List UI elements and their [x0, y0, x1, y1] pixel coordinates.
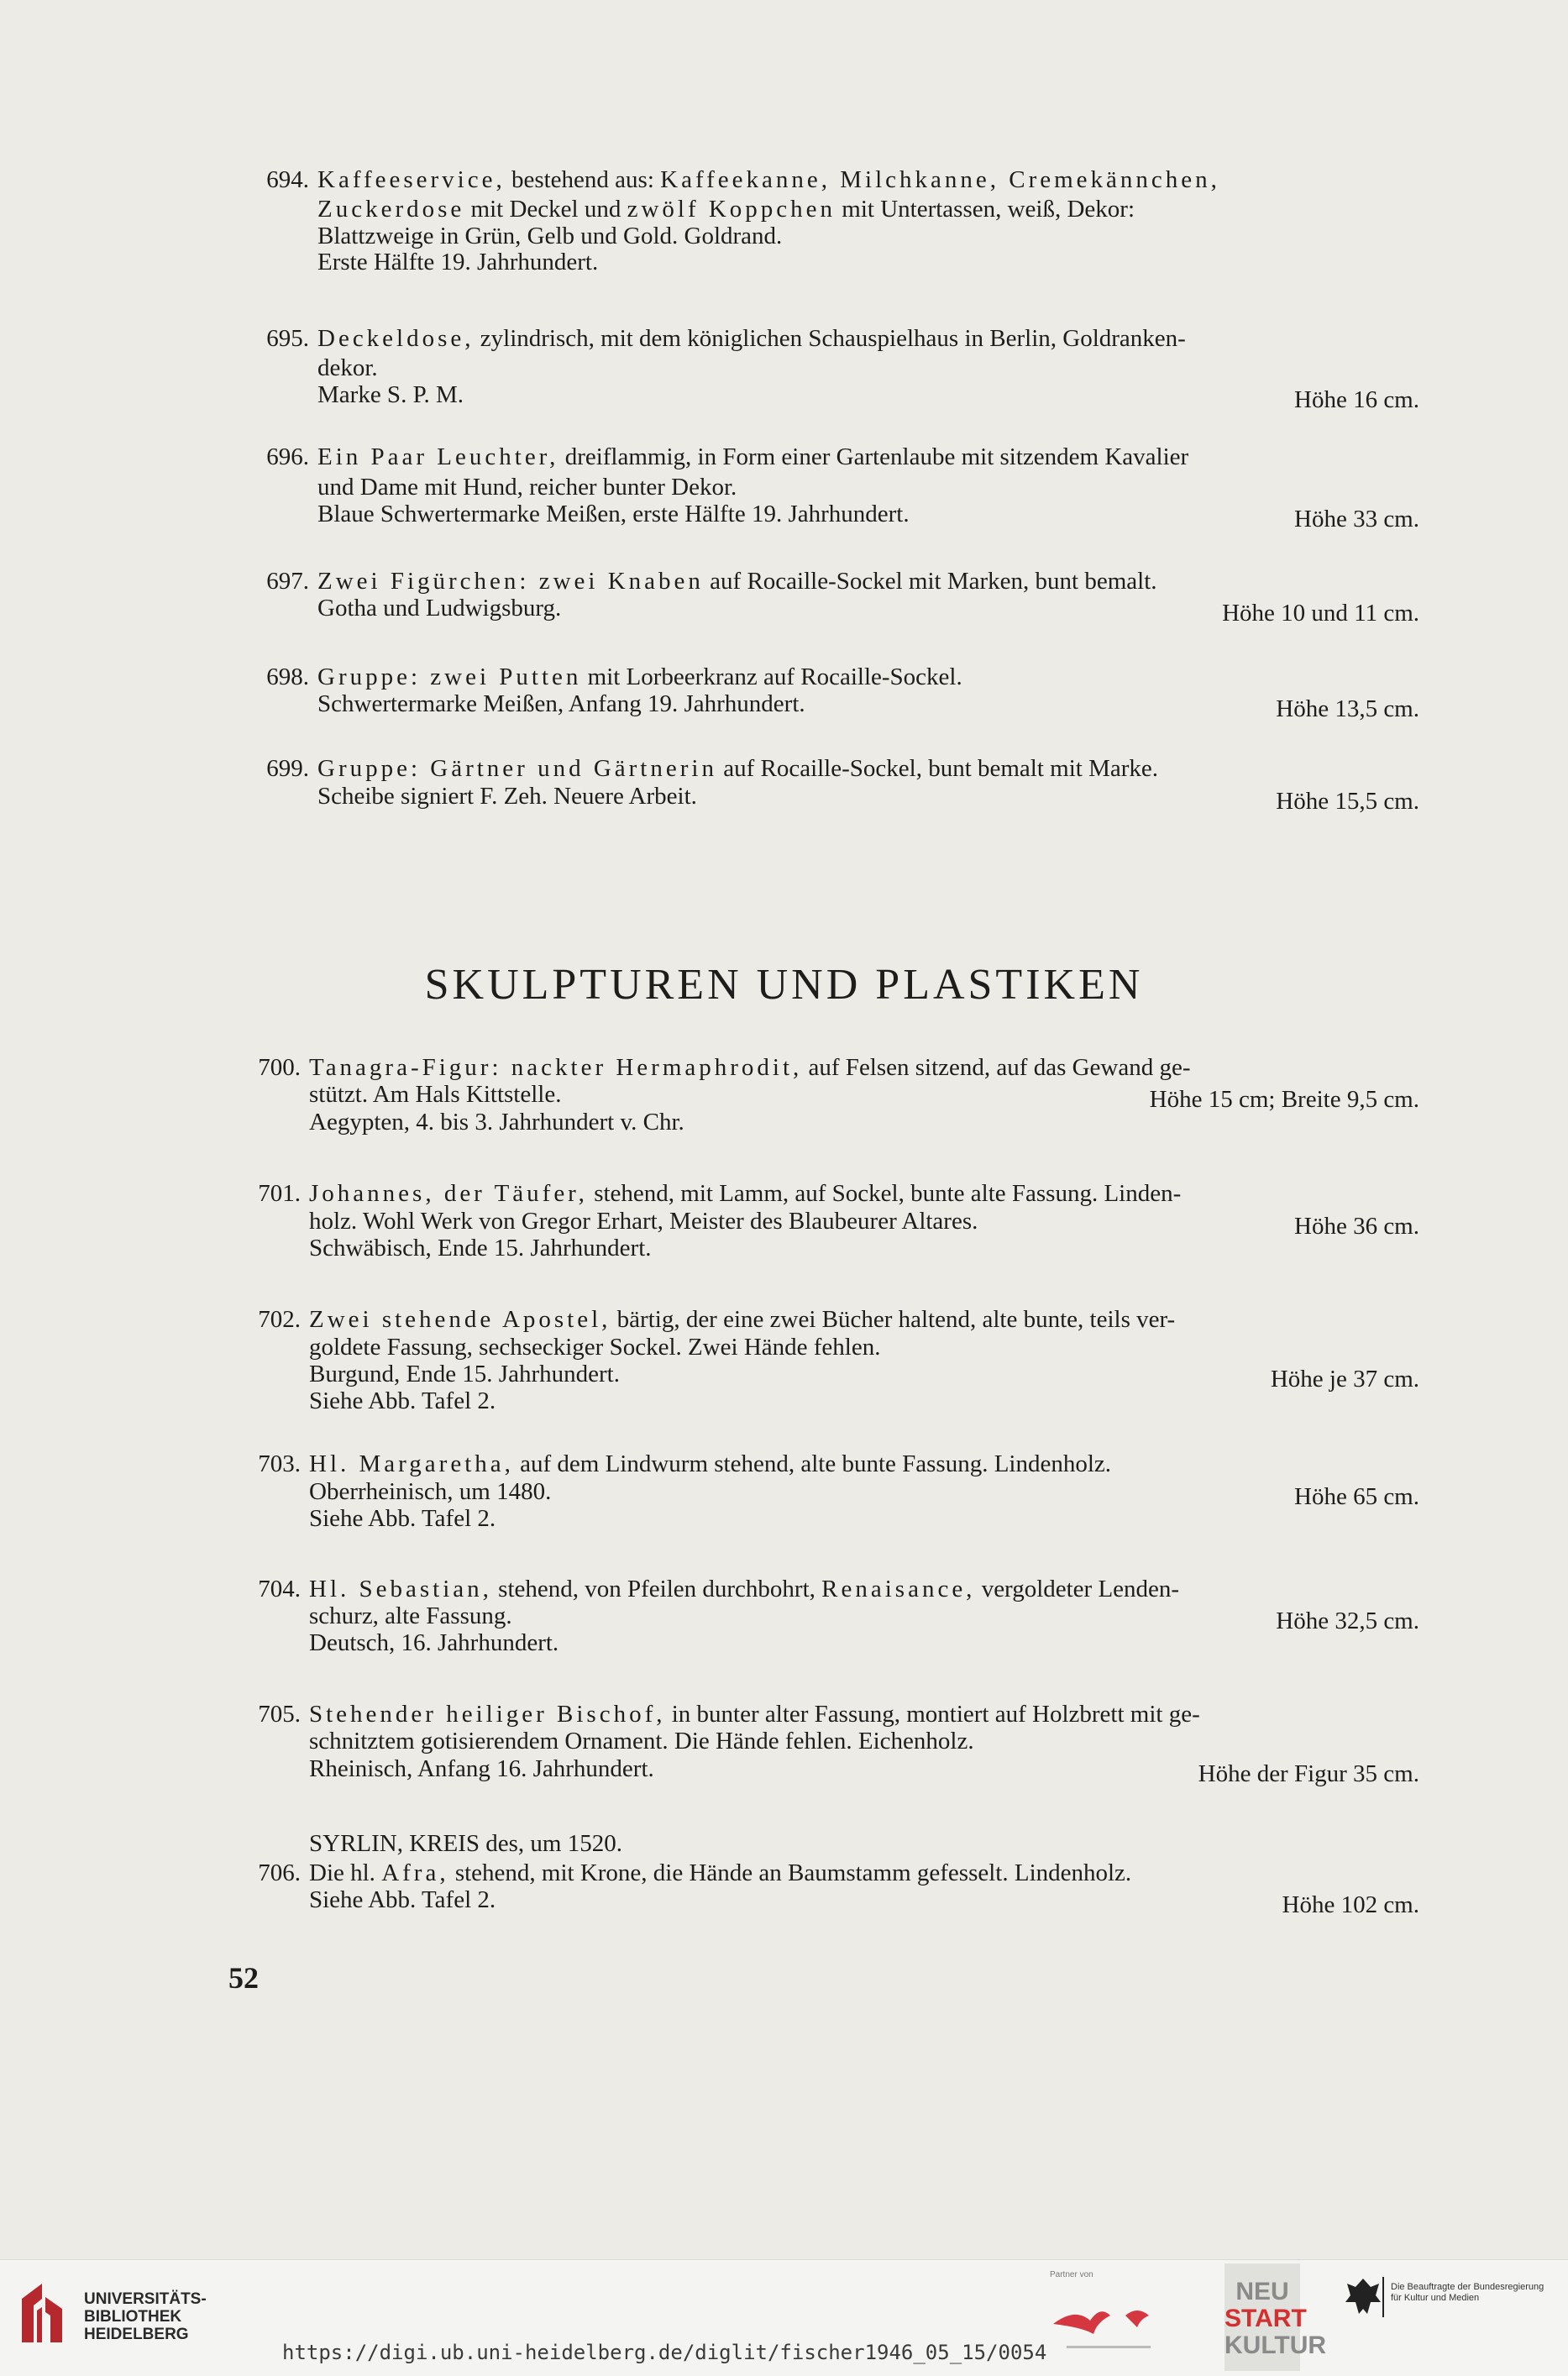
- entry-text: Aegypten, 4. bis 3. Jahrhundert v. Chr.: [309, 1109, 684, 1136]
- neustart-line: KULTUR: [1225, 2331, 1327, 2359]
- entry-line: [317, 196, 1135, 223]
- entry-title-spaced: Zwei Figürchen: zwei Knaben: [317, 568, 704, 595]
- entry-text: Schwäbisch, Ende 15. Jahrhundert.: [309, 1235, 652, 1261]
- entry-line: [317, 501, 910, 527]
- entry-text: dreiflammig, in Form einer Gartenlaube mit sitzendem Kavalier: [559, 443, 1189, 470]
- entry-line: [309, 1886, 496, 1913]
- entry-title-spaced: zwölf Koppchen: [627, 196, 836, 223]
- entry-dimensions: Höhe 102 cm.: [1282, 1891, 1419, 1918]
- ub-heidelberg-logo-text[interactable]: [84, 2290, 207, 2343]
- entry-dimensions: Höhe je 37 cm.: [1270, 1366, 1419, 1393]
- entry-line: [309, 1602, 512, 1629]
- entry-number: 697.: [266, 568, 309, 595]
- entry-number: 705.: [258, 1701, 301, 1728]
- entry-text: Rheinisch, Anfang 16. Jahrhundert.: [309, 1755, 654, 1782]
- entry-text: mit Untertassen, weiß, Dekor:: [836, 196, 1135, 223]
- entry-line: [317, 783, 697, 810]
- entry-line: [309, 1450, 1111, 1477]
- entry-line: [309, 1728, 974, 1754]
- entry-text: mit Deckel und: [464, 196, 627, 223]
- entry-line: [317, 249, 598, 275]
- entry-line: [317, 595, 561, 622]
- entry-text: Schwertermarke Meißen, Anfang 19. Jahrhundert.: [317, 690, 805, 717]
- entry-line: [309, 1701, 1200, 1728]
- entry-text: Siehe Abb. Tafel 2.: [309, 1505, 496, 1532]
- entry-number: 702.: [258, 1306, 301, 1333]
- entry-text: Die hl.: [309, 1859, 382, 1886]
- entry-title-spaced: Johannes, der Täufer,: [309, 1180, 588, 1207]
- entry-dimensions: Höhe 10 und 11 cm.: [1222, 600, 1419, 627]
- section-heading: SKULPTUREN UND PLASTIKEN: [424, 961, 1144, 1009]
- entry-line: [317, 474, 737, 501]
- entry-line: [309, 1109, 684, 1136]
- entry-text: Blaue Schwertermarke Meißen, erste Hälfte 19. Jahrhundert.: [317, 501, 910, 527]
- entry-line: [317, 325, 1186, 352]
- entry-title-spaced: Kaffeekanne, Milchkanne, Cremekännchen,: [660, 166, 1220, 193]
- entry-text: Deutsch, 16. Jahrhundert.: [309, 1629, 559, 1656]
- entry-number: 694.: [266, 166, 309, 193]
- neustart-kultur-logo[interactable]: [1225, 2263, 1327, 2371]
- entry-line: [309, 1478, 551, 1505]
- entry-text: bärtig, der eine zwei Bücher haltend, alte bunte, teils ver-: [611, 1306, 1176, 1333]
- entry-text: Gotha und Ludwigsburg.: [317, 595, 562, 622]
- entry-text: auf Rocaille-Sockel, bunt bemalt mit Marke.: [716, 755, 1159, 782]
- entry-line: [309, 1334, 880, 1361]
- entry-text: schurz, alte Fassung.: [309, 1602, 512, 1629]
- entry-text: auf Rocaille-Sockel mit Marken, bunt bemalt.: [703, 568, 1157, 595]
- entry-text: und Dame mit Hund, reicher bunter Dekor.: [317, 474, 737, 501]
- entry-number: 701.: [258, 1180, 301, 1207]
- entry-line: [309, 1755, 654, 1782]
- entry-text: Scheibe signiert F. Zeh. Neuere Arbeit.: [317, 783, 697, 810]
- entry-line: [309, 1054, 1191, 1081]
- federal-eagle-icon: [1342, 2272, 1384, 2322]
- entry-title-spaced: Afra,: [381, 1859, 449, 1886]
- entry-dimensions: Höhe 33 cm.: [1294, 506, 1419, 532]
- permalink-url[interactable]: https://digi.ub.uni-heidelberg.de/diglit/fischer1946_05_15/0054: [282, 2341, 1047, 2364]
- entry-title-spaced: Zwei stehende Apostel,: [309, 1306, 611, 1333]
- entry-dimensions: Höhe 36 cm.: [1294, 1213, 1419, 1240]
- entry-title-spaced: Hl. Sebastian,: [309, 1576, 492, 1602]
- entry-text: mit Lorbeerkranz auf Rocaille-Sockel.: [581, 663, 962, 690]
- entry-line: [317, 755, 1158, 782]
- entry-title-spaced: Gruppe: Gärtner und Gärtnerin: [317, 755, 717, 782]
- entry-text: Siehe Abb. Tafel 2.: [309, 1387, 496, 1414]
- entry-title-spaced: Deckeldose,: [317, 325, 475, 352]
- entry-text: Blattzweige in Grün, Gelb und Gold. Goldrand.: [317, 223, 783, 249]
- entry-dimensions: Höhe 15 cm; Breite 9,5 cm.: [1149, 1086, 1419, 1113]
- entry-text: auf Felsen sitzend, auf das Gewand ge-: [802, 1054, 1191, 1081]
- partner-label: Partner von: [1050, 2270, 1093, 2279]
- entry-number: 706.: [258, 1859, 301, 1886]
- entry-text: goldete Fassung, sechseckiger Sockel. Zwei Hände fehlen.: [309, 1334, 881, 1361]
- entry-title-spaced: Stehender heiliger Bischof,: [309, 1701, 666, 1728]
- entry-title-spaced: Ein Paar Leuchter,: [317, 443, 559, 470]
- entry-line: [317, 166, 1220, 193]
- entry-text: schnitztem gotisierendem Ornament. Die Hände fehlen. Eichenholz.: [309, 1728, 974, 1754]
- entry-number: 703.: [258, 1450, 301, 1477]
- entry-number: 700.: [258, 1054, 301, 1081]
- entry-dimensions: Höhe 65 cm.: [1294, 1483, 1419, 1510]
- entry-dimensions: Höhe 15,5 cm.: [1276, 788, 1419, 815]
- entry-dimensions: Höhe 13,5 cm.: [1276, 695, 1419, 722]
- entry-text: Erste Hälfte 19. Jahrhundert.: [317, 249, 599, 275]
- entry-text: bestehend aus:: [505, 166, 661, 193]
- entry-line: [309, 1081, 561, 1108]
- entry-line: [309, 1306, 1175, 1333]
- entry-line: [317, 568, 1157, 595]
- entry-line: [317, 354, 378, 381]
- entry-text: stehend, von Pfeilen durchbohrt,: [491, 1576, 822, 1602]
- entry-number: 698.: [266, 663, 309, 690]
- entry-line: [317, 690, 805, 717]
- entry-title-spaced: Hl. Margaretha,: [309, 1450, 514, 1477]
- entry-text: dekor.: [317, 354, 378, 381]
- entry-line: [309, 1576, 1179, 1602]
- entry-line: [309, 1387, 496, 1414]
- neustart-line: NEU: [1235, 2278, 1289, 2305]
- entry-number: 695.: [266, 325, 309, 352]
- entry-title-spaced: Gruppe: zwei Putten: [317, 663, 582, 690]
- logo-line: HEIDELBERG: [84, 2326, 189, 2343]
- ub-heidelberg-logo-icon[interactable]: [17, 2280, 67, 2347]
- entry-dimensions: Höhe 32,5 cm.: [1276, 1608, 1419, 1634]
- entry-title-spaced: Kaffeeservice,: [317, 166, 506, 193]
- entry-line: [309, 1505, 496, 1532]
- entry-text: holz. Wohl Werk von Gregor Erhart, Meister des Blaubeurer Altares.: [309, 1208, 978, 1235]
- entry-text: Burgund, Ende 15. Jahrhundert.: [309, 1361, 620, 1387]
- entry-line: [309, 1235, 652, 1261]
- entry-text: vergoldeter Lenden-: [975, 1576, 1180, 1602]
- entry-text: Oberrheinisch, um 1480.: [309, 1478, 552, 1505]
- footer-bar: [0, 2259, 1568, 2376]
- entry-dimensions: Höhe der Figur 35 cm.: [1198, 1760, 1419, 1787]
- entry-line: [309, 1859, 1131, 1886]
- gov-line: für Kultur und Medien: [1391, 2293, 1480, 2303]
- logo-line: UNIVERSITÄTS-: [84, 2290, 207, 2308]
- entry-line: [317, 443, 1188, 470]
- entry-text: Siehe Abb. Tafel 2.: [309, 1886, 496, 1913]
- entry-artist-line: SYRLIN, KREIS des, um 1520.: [309, 1830, 622, 1857]
- deutsche-digitale-bibliothek-logo-icon[interactable]: [1050, 2290, 1184, 2358]
- neustart-line: START: [1225, 2305, 1307, 2332]
- entry-number: 699.: [266, 755, 309, 782]
- entry-text: in bunter alter Fassung, montiert auf Holzbrett mit ge-: [665, 1701, 1200, 1728]
- entry-text: stehend, mit Krone, die Hände an Baumstamm gefesselt. Lindenholz.: [448, 1859, 1132, 1886]
- entry-title-spaced: Zuckerdose: [317, 196, 465, 223]
- entry-number: 704.: [258, 1576, 301, 1602]
- entry-text: stützt. Am Hals Kittstelle.: [309, 1081, 562, 1108]
- entry-text: auf dem Lindwurm stehend, alte bunte Fassung. Lindenholz.: [513, 1450, 1112, 1477]
- entry-text: zylindrisch, mit dem königlichen Schauspielhaus in Berlin, Goldranken-: [474, 325, 1186, 352]
- page-number: 52: [228, 1961, 259, 1995]
- entry-line: [309, 1180, 1181, 1207]
- entry-number: 696.: [266, 443, 309, 470]
- entry-line: [317, 223, 782, 249]
- entry-text: stehend, mit Lamm, auf Sockel, bunte alte Fassung. Linden-: [587, 1180, 1182, 1207]
- entry-title-spaced: Tanagra-Figur: nackter Hermaphrodit,: [309, 1054, 803, 1081]
- entry-line: [309, 1208, 978, 1235]
- gov-line: Die Beauftragte der Bundesregierung: [1391, 2282, 1544, 2292]
- entry-line: [317, 663, 962, 690]
- entry-dimensions: Höhe 16 cm.: [1294, 386, 1419, 413]
- entry-line: [309, 1629, 559, 1656]
- entry-text: Marke S. P. M.: [317, 381, 464, 408]
- bkm-logo-text[interactable]: [1391, 2282, 1544, 2304]
- logo-line: BIBLIOTHEK: [84, 2308, 182, 2326]
- entry-line: [317, 381, 464, 408]
- entry-line: [309, 1361, 620, 1387]
- entry-title-spaced: Renaisance,: [821, 1576, 976, 1602]
